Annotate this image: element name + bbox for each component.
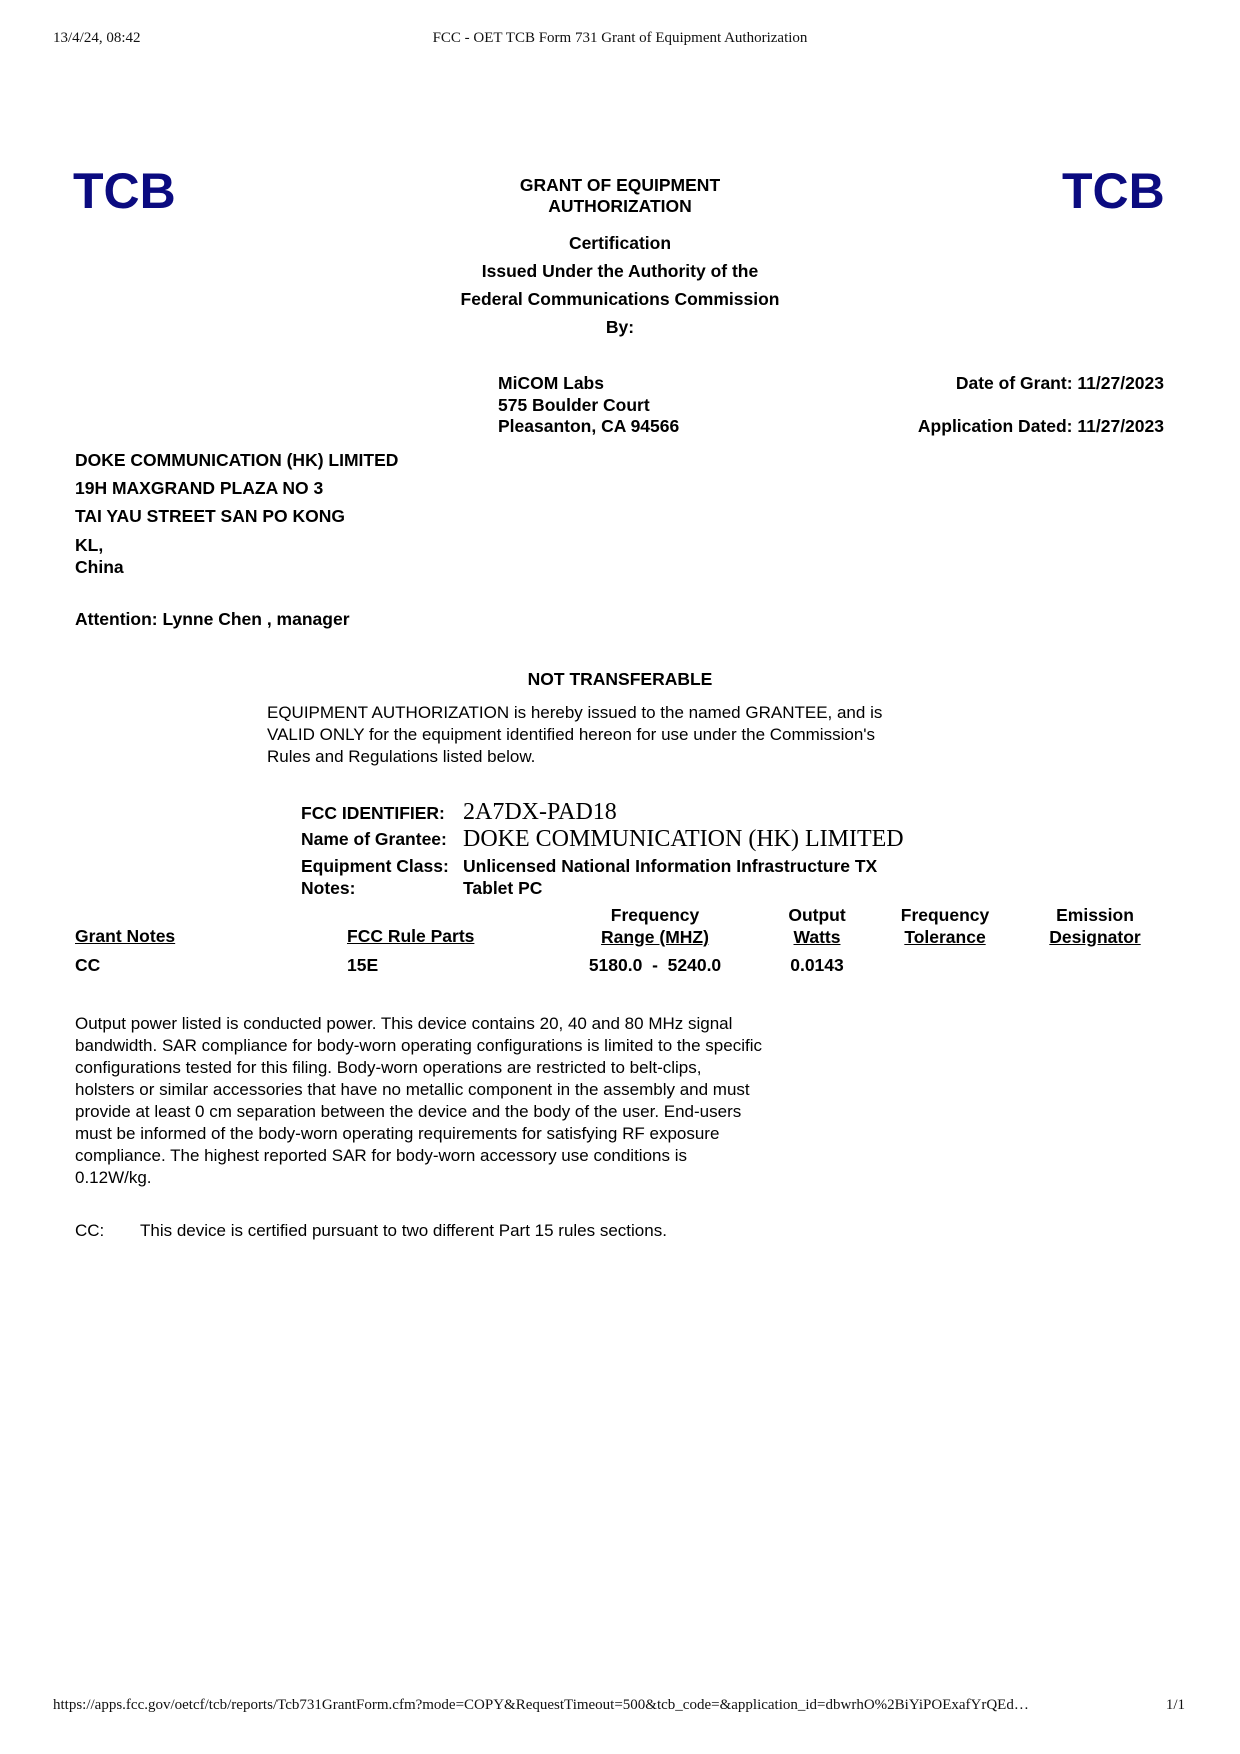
grantee-address — [75, 446, 398, 578]
date-of-grant: Date of Grant: 11/27/2023 — [955, 373, 1164, 393]
header-frequency-range: Frequency Range (MHZ) — [601, 905, 709, 947]
by-line: By: — [605, 317, 635, 337]
grantee-line3: TAI YAU STREET SAN PO KONG — [75, 506, 345, 526]
row-output-watts: 0.0143 — [790, 955, 844, 975]
cc-note-text: This device is certified pursuant to two different Part 15 rules sections. — [140, 1221, 667, 1240]
grantee-line1: DOKE COMMUNICATION (HK) LIMITED — [75, 450, 399, 470]
tcb-city: Pleasanton, CA 94566 — [498, 416, 680, 436]
grantee-line4: KL, — [75, 535, 104, 555]
notes-paragraph — [75, 1013, 762, 1189]
equipment-class-value: Unlicensed National Information Infrastructure TX — [463, 856, 878, 876]
authorization-line2: VALID ONLY for the equipment identified hereon for use under the Commission's — [267, 725, 876, 744]
not-transferable: NOT TRANSFERABLE — [527, 669, 713, 689]
fcc-id-value: 2A7DX-PAD18 — [463, 799, 617, 825]
header-frequency-tolerance: Frequency Tolerance — [900, 905, 990, 947]
print-datetime: 13/4/24, 08:42 — [53, 30, 141, 46]
grant-title-line1: GRANT OF EQUIPMENT — [519, 175, 721, 195]
grantee-line2: 19H MAXGRAND PLAZA NO 3 — [75, 478, 324, 498]
row-grant-notes: CC — [75, 955, 101, 975]
header-emission-designator: Emission Designator — [1049, 905, 1141, 947]
notes-paragraph-line: must be informed of the body-worn operating requirements for satisfying RF exposure — [75, 1124, 720, 1143]
row-rule-parts: 15E — [347, 955, 379, 975]
fcc-id-label: FCC IDENTIFIER: — [301, 803, 445, 823]
authority-block — [420, 229, 820, 341]
authority-line: Issued Under the Authority of the — [481, 261, 759, 281]
tcb-logo-right: TCB — [1062, 163, 1165, 219]
notes-paragraph-line: bandwidth. SAR compliance for body-worn operating configurations is limited to the specific — [75, 1036, 762, 1055]
grantee-name-value: DOKE COMMUNICATION (HK) LIMITED — [463, 826, 904, 852]
authorization-text — [267, 702, 882, 768]
notes-paragraph-line: holsters or similar accessories that have no metallic component in the assembly and must — [75, 1080, 750, 1099]
notes-paragraph-line: provide at least 0 cm separation between the device and the body of the user. End-users — [75, 1102, 742, 1121]
tcb-logo-left: TCB — [73, 163, 176, 219]
header-grant-notes: Grant Notes — [75, 926, 176, 946]
notes-paragraph-line: configurations tested for this filing. Body-worn operations are restricted to belt-clips, — [75, 1058, 702, 1077]
tcb-address — [498, 373, 679, 438]
commission-line: Federal Communications Commission — [460, 289, 780, 309]
notes-label: Notes: — [301, 878, 356, 898]
certification-label: Certification — [568, 233, 672, 253]
notes-paragraph-line: Output power listed is conducted power. This device contains 20, 40 and 80 MHz signal — [75, 1014, 733, 1033]
grantee-name-label: Name of Grantee: — [301, 829, 447, 849]
header-output-watts: Output Watts — [788, 905, 846, 947]
application-dated: Application Dated: 11/27/2023 — [917, 416, 1164, 436]
grant-title-line2: AUTHORIZATION — [548, 196, 692, 216]
print-footer-url: https://apps.fcc.gov/oetcf/tcb/reports/Tcb731GrantForm.cfm?mode=COPY&RequestTimeout=500&tcb_code=&application_id=dbwrhO%2BiYiPOExafYrQEd… — [53, 1697, 1029, 1713]
tcb-name: MiCOM Labs — [498, 373, 604, 393]
notes-paragraph-line: compliance. The highest reported SAR for body-worn accessory use conditions is — [75, 1146, 687, 1165]
row-frequency-range: 5180.0 - 5240.0 — [588, 955, 722, 975]
notes-paragraph-line: 0.12W/kg. — [75, 1168, 152, 1187]
attention-line: Attention: Lynne Chen , manager — [75, 609, 350, 629]
authorization-line1: EQUIPMENT AUTHORIZATION is hereby issued to the named GRANTEE, and is — [267, 703, 883, 722]
print-page-number: 1/1 — [1165, 1697, 1185, 1713]
print-doc-title: FCC - OET TCB Form 731 Grant of Equipment Authorization — [432, 30, 808, 46]
tcb-street: 575 Boulder Court — [498, 394, 650, 415]
grant-heading — [420, 175, 820, 217]
equipment-class-label: Equipment Class: — [301, 856, 449, 876]
notes-value: Tablet PC — [463, 878, 543, 898]
header-rule-parts: FCC Rule Parts — [347, 926, 475, 946]
cc-note-code: CC: — [75, 1221, 105, 1240]
authorization-line3: Rules and Regulations listed below. — [267, 747, 536, 766]
grantee-line5: China — [75, 557, 124, 577]
